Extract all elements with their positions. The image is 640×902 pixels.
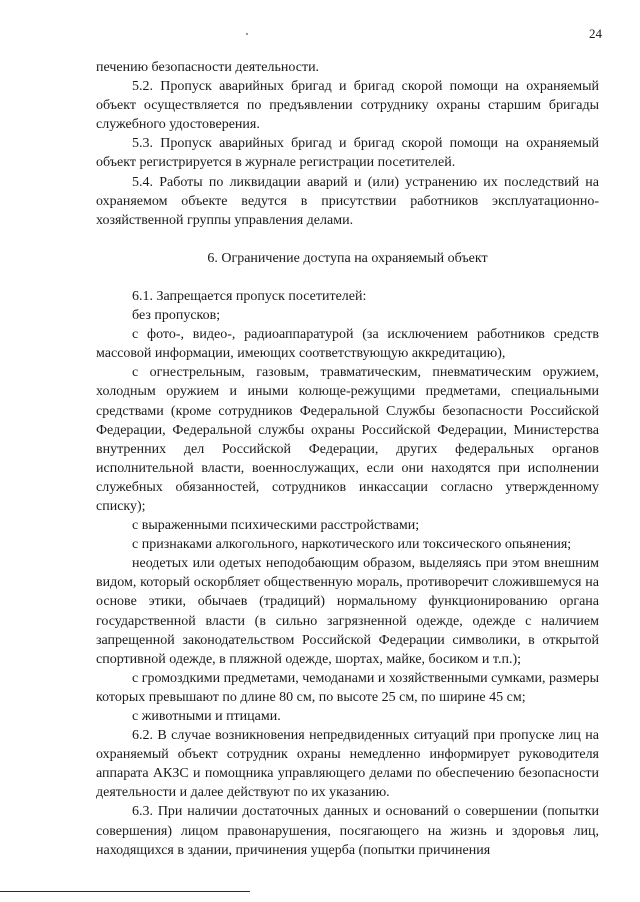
list-item-attire: неодетых или одетых неподобающим образом, выделяясь при этом внешним видом, который оскорбляет общественную мораль, противоречит сложившемуся на основе этики, обычаев (традиций) нормальному функционированию органа государственной власти (в сильно загрязненной одежде, одежде с наличием запрещенной законодательством Российской Федерации символики, в открытой спортивной одежде, в пляжной одежде, шортах, майке, босиком и т.п.);: [96, 556, 599, 667]
footer-rule: [0, 891, 250, 892]
list-item-bulky-items: с громоздкими предметами, чемоданами и хозяйственными сумками, размеры которых превышают по длине 80 см, по высоте 25 см, по ширине 45 см;: [96, 670, 599, 705]
paragraph-6-1: 6.1. Запрещается пропуск посетителей:: [132, 288, 367, 304]
list-item-intoxication: с признаками алкогольного, наркотического или токсического опьянения;: [132, 537, 572, 553]
section-title: 6. Ограничение доступа на охраняемый объект: [207, 250, 488, 266]
paragraph-5-3: 5.3. Пропуск аварийных бригад и бригад скорой помощи на охраняемый объект регистрируется в журнале регистрации посетителей.: [96, 136, 599, 171]
paragraph-6-3: 6.3. При наличии достаточных данных и оснований о совершении (попытки совершения) лицом правонарушения, посягающего на жизнь и здоровья лиц, находящихся в здании, причинения ущерба (попытки причинения: [96, 804, 599, 858]
scan-speck: [246, 33, 248, 35]
list-item-photo-video: с фото-, видео-, радиоаппаратурой (за исключением работников средств массовой информации, имеющих соответствующую аккредитацию),: [96, 327, 599, 362]
list-item-animals: с животными и птицами.: [132, 709, 281, 724]
document-body: [96, 58, 599, 860]
paragraph-5-4: 5.4. Работы по ликвидации аварий и (или) устранению их последствий на охраняемом объекте ведутся в присутствии работников эксплуатационно-хозяйственной группы управления делами.: [96, 174, 599, 228]
paragraph-continuation: печению безопасности деятельности.: [96, 60, 320, 75]
paragraph-6-2: 6.2. В случае возникновения непредвиденных ситуаций при пропуске лиц на охраняемый объект сотрудник охраны немедленно информирует руководителя аппарата АКЗС и помощника управляющего делами по обеспечению безопасности деятельности и далее действуют по их указанию.: [96, 728, 599, 801]
paragraph-5-2: 5.2. Пропуск аварийных бригад и бригад скорой помощи на охраняемый объект осуществляется по предъявлении сотруднику охраны старшим бригады служебного удостоверения.: [96, 79, 599, 133]
list-item-weapons: с огнестрельным, газовым, травматическим, пневматическим оружием, холодным оружием и иными колюще-режущими предметами, специальными средствами (кроме сотрудников Федеральной Службы безопасности Российской Федерации, Федеральной службы охраны Российской Федерации, Министерства внутренних дел Российской Федерации, других федеральных органов исполнительной власти, военнослужащих, если они находятся при исполнении служебных обязанностей, сотрудников инкассации согласно утвержденному списку);: [96, 365, 599, 514]
list-item-mental: с выраженными психическими расстройствами;: [132, 518, 420, 534]
page-number: 24: [589, 26, 602, 41]
list-item-no-pass: без пропусков;: [132, 308, 221, 324]
